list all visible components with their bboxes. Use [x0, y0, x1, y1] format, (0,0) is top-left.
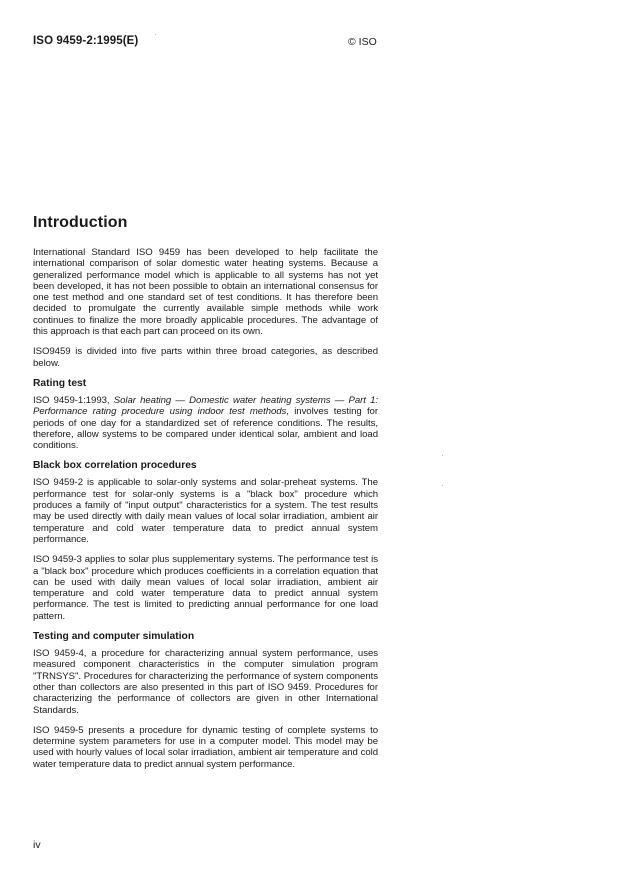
document-id: ISO 9459-2:1995(E) — [33, 35, 139, 47]
part1-description: , involves testing for periods of one day for a standardized set of reference conditions. The results, therefore, allow systems to be compared under identical solar, ambient and load conditions. — [33, 406, 378, 452]
part4-paragraph: ISO 9459-4, a procedure for characterizing annual system performance, uses measured component characteristics in the computer simulation program "TRNSYS". Procedures for characterizing the performance of system components other than collectors are also presented in this part of ISO 9459. Procedures for characterizing the performance of collectors are given in other International Standards. — [33, 648, 378, 716]
division-paragraph: ISO9459 is divided into five parts within three broad categories, as described below. — [33, 346, 378, 369]
intro-paragraph: International Standard ISO 9459 has been developed to help facilitate the international comparison of solar domestic water heating systems. Because a generalized performance model which is applicable to all systems has not yet been developed, it has not been possible to obtain an international consensus for one test method and one standard set of test conditions. It has therefore been decided to promulgate the currently available simple methods while work continues to finalize the more broadly applicable procedures. The advantage of this approach is that each part can proceed on its own. — [33, 247, 378, 338]
scan-speck — [155, 34, 156, 35]
rating-test-heading: Rating test — [33, 377, 87, 389]
document-body — [33, 214, 378, 779]
part5-paragraph: ISO 9459-5 presents a procedure for dynamic testing of complete systems to determine system parameters for use in a computer model. This model may be used with hourly values of local solar irradiation, ambient air temperature and cold water temperature data to predict annual system performance. — [33, 724, 378, 770]
black-box-heading: Black box correlation procedures — [33, 460, 197, 472]
part1-title: Solar heating — Domestic water heating systems — Part 1: Performance rating procedure using indoor test methods — [33, 394, 378, 418]
part2-paragraph: ISO 9459-2 is applicable to solar-only systems and solar-preheat systems. The performance test for solar-only systems is a "black box" procedure which produces a family of "input output" characteristics for a system. The test results may be used directly with daily mean values of local solar irradiation, ambient air temperature and cold water temperature data to predict annual system performance. — [33, 477, 378, 545]
scan-speck — [442, 485, 443, 486]
testing-simulation-heading: Testing and computer simulation — [33, 631, 195, 643]
scan-speck — [442, 455, 443, 456]
section-title: Introduction — [33, 214, 128, 231]
part3-paragraph: ISO 9459-3 applies to solar plus supplementary systems. The performance test is a "black box" procedure which produces coefficients in a correlation equation that can be used with daily mean values of local solar irradiation, ambient air temperature and cold water temperature data to predict annual system performance. The test is limited to predicting annual performance for one load pattern. — [33, 554, 378, 622]
part1-reference: ISO 9459-1:1993, — [33, 394, 114, 406]
rating-test-paragraph — [33, 395, 378, 451]
page-number: iv — [33, 839, 41, 851]
copyright-notice: © ISO — [348, 36, 377, 48]
